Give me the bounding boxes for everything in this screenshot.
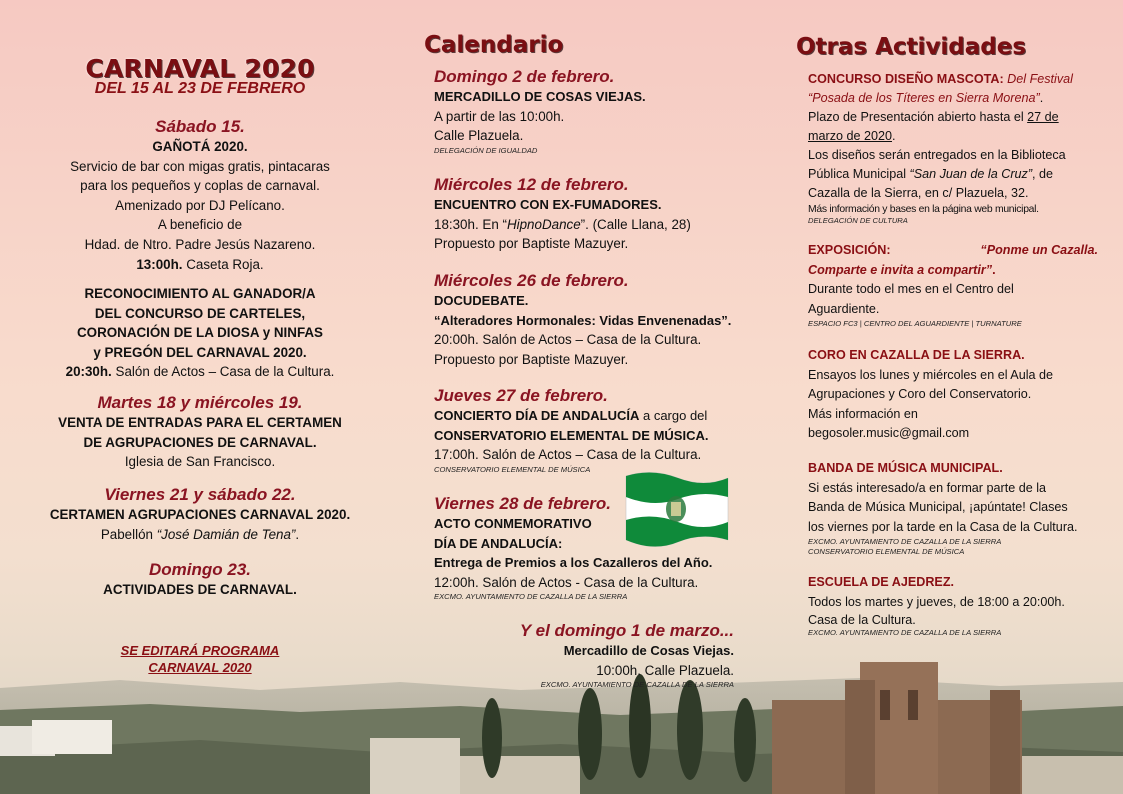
event-text: 12:00h. Salón de Actos - Casa de la Cultura. [434, 574, 699, 590]
event-day: Y el domingo 1 de marzo... [519, 621, 734, 640]
event-sun23 [30, 560, 370, 600]
activity-festival: “Posada de los Títeres en Sierra Morena” [808, 91, 1040, 105]
event-day: Miércoles 26 de febrero. [434, 271, 629, 290]
event-text: A partir de las 10:00h. [434, 108, 565, 124]
activity-exposicion: EXPOSICIÓN: “Ponme un Cazalla. Comparte e invita a compartir”. Durante todo el mes en el Centro del Aguardiente. ESPACIO FC3 | CENTRO DEL AGUARDIENTE | TURNATURE [808, 243, 1098, 328]
event-fri21 [30, 485, 370, 544]
activity-text: Casa de la Cultura. [808, 613, 916, 627]
event-day: Miércoles 12 de febrero. [434, 175, 629, 194]
activity-text: Más información y bases en la página web municipal. [808, 204, 1039, 215]
event-text: Servicio de bar con migas gratis, pintacaras [70, 158, 330, 174]
activity-banda [808, 459, 1098, 557]
event-place: Pabellón [100, 526, 157, 542]
event-place: Iglesia de San Francisco. [124, 454, 276, 470]
activity-deadline: marzo de 2020 [808, 129, 893, 143]
event-day: Viernes 21 y sábado 22. [104, 485, 296, 504]
calendar-event [434, 67, 734, 156]
event-name: CERTAMEN AGRUPACIONES CARNAVAL 2020. [49, 507, 351, 522]
activity-name: EXPOSICIÓN: [808, 243, 891, 257]
event-day: Domingo 2 de febrero. [434, 67, 615, 86]
activity-email[interactable]: begosoler.music@gmail.com [808, 426, 970, 440]
activity-text: Más información en [808, 406, 918, 421]
event-name: ACTO CONMEMORATIVO [434, 516, 592, 531]
event-text: 10:00h. Calle Plazuela. [596, 662, 734, 678]
calendar-title: Calendario [424, 32, 564, 58]
event-day: Viernes 28 de febrero. [434, 494, 612, 513]
program-note-line: SE EDITARÁ PROGRAMA [120, 643, 280, 658]
event-text: Amenizado por DJ Pelícano. [115, 197, 285, 213]
event-name: DE AGRUPACIONES DE CARNAVAL. [83, 434, 317, 450]
event-organizer: EXCMO. AYUNTAMIENTO DE CAZALLA DE LA SIERRA [540, 680, 734, 690]
event-text: 17:00h. Salón de Actos – Casa de la Cultura. [434, 447, 702, 463]
event-place-name: “José Damián de Tena” [156, 526, 296, 542]
activity-mascota: CONCURSO DISEÑO MASCOTA: Del Festival “Posada de los Títeres en Sierra Morena”. Plazo de Presentación abierto hasta el 27 de marzo de 2020. Los diseños serán entregados en la Biblioteca Pública Municipal “San Juan de la Cruz”, de Cazalla de la Sierra, en c/ Plazuela, 32. Más información y bases en la página web municipal. DELEGACIÓN DE CULTURA [808, 70, 1098, 226]
program-note-line: CARNAVAL 2020 [148, 660, 252, 675]
event-text: 18:30h. En “ [434, 216, 507, 232]
activity-text: Agrupaciones y Coro del Conservatorio. [808, 387, 1032, 401]
carnaval-dates: DEL 15 AL 23 DE FEBRERO [94, 80, 306, 97]
activity-text: Ensayos los lunes y miércoles en el Aula de [808, 367, 1054, 382]
event-tue18 [30, 393, 370, 472]
event-text: a cargo del [639, 408, 708, 423]
event-name: CONSERVATORIO ELEMENTAL DE MÚSICA. [434, 427, 709, 443]
activity-organizer: ESPACIO FC3 | CENTRO DEL AGUARDIENTE | TURNATURE [808, 319, 1022, 328]
activity-quote: “Ponme un Cazalla. [980, 243, 1098, 257]
activity-organizer: DELEGACIÓN DE CULTURA [808, 216, 908, 225]
event-name: Mercadillo de Cosas Viejas. [563, 643, 734, 658]
activity-name: CONCURSO DISEÑO MASCOTA: [808, 72, 1004, 86]
event-text: Hdad. de Ntro. Padre Jesús Nazareno. [84, 236, 316, 252]
activity-text: Banda de Música Municipal, ¡apúntate! Clases [808, 500, 1068, 514]
event-venue: HipnoDance [506, 216, 581, 232]
event-subtitle: “Alteradores Hormonales: Vidas Envenenadas”. [434, 312, 732, 328]
activity-text: los viernes por la tarde en la Casa de la Cultura. [808, 519, 1078, 534]
event-name: CORONACIÓN DE LA DIOSA y NINFAS [76, 325, 323, 341]
event-organizer: DELEGACIÓN DE IGUALDAD [434, 145, 538, 155]
event-reconocimiento [30, 284, 370, 382]
event-name: DEL CONCURSO DE CARTELES, [94, 305, 306, 321]
activity-festival: Del Festival [1003, 72, 1073, 86]
event-day: Domingo 23. [148, 560, 251, 579]
event-sat15 [30, 117, 370, 274]
event-name: y PREGÓN DEL CARNAVAL 2020. [93, 344, 307, 360]
event-name: RECONOCIMIENTO AL GANADOR/A [84, 286, 316, 301]
event-day: Martes 18 y miércoles 19. [97, 393, 303, 412]
event-text: ”. (Calle Llana, 28) [580, 216, 691, 232]
calendar-event [434, 175, 734, 254]
activity-organizer: EXCMO. AYUNTAMIENTO DE CAZALLA DE LA SIERRA [808, 628, 1002, 637]
event-time: 13:00h. [136, 256, 183, 272]
event-place: Salón de Actos – Casa de la Cultura. [115, 364, 335, 380]
event-text: A beneficio de [157, 217, 243, 233]
event-text: para los pequeños y coplas de carnaval. [80, 178, 320, 194]
event-name: Entrega de Premios a los Cazalleros del Año. [434, 555, 713, 571]
program-note [30, 642, 370, 676]
event-text: 20:00h. Salón de Actos – Casa de la Cultura. [434, 332, 702, 348]
activity-text: Plazo de Presentación abierto hasta el [808, 110, 1028, 124]
event-name: ENCUENTRO CON EX-FUMADORES. [434, 197, 662, 212]
activity-place: “San Juan de la Cruz” [909, 167, 1033, 181]
event-organizer: EXCMO. AYUNTAMIENTO DE CAZALLA DE LA SIERRA [434, 592, 628, 602]
calendar-event [434, 621, 734, 690]
event-time: 20:30h. [65, 364, 112, 380]
other-activities-title: Otras Actividades [796, 34, 1027, 60]
activity-text: Si estás interesado/a en formar parte de la [808, 480, 1047, 495]
event-text: Propuesto por Baptiste Mazuyer. [434, 351, 629, 367]
activity-text: Todos los martes y jueves, de 18:00 a 20:00h. [808, 594, 1065, 609]
activity-organizer: EXCMO. AYUNTAMIENTO DE CAZALLA DE LA SIERRA [808, 537, 1002, 546]
activity-text: Aguardiente. [808, 301, 880, 316]
carnaval-title: CARNAVAL 2020 [85, 54, 315, 83]
event-place: Calle Plazuela. [434, 128, 524, 144]
event-day: Sábado 15. [155, 117, 245, 136]
activity-name: BANDA DE MÚSICA MUNICIPAL. [808, 461, 1003, 475]
activity-text: Durante todo el mes en el Centro del [808, 282, 1014, 296]
activity-name: CORO EN CAZALLA DE LA SIERRA. [808, 348, 1025, 362]
event-organizer: CONSERVATORIO ELEMENTAL DE MÚSICA [434, 464, 591, 474]
activity-name: ESCUELA DE AJEDREZ. [808, 575, 955, 589]
activity-text: Los diseños serán entregados en la Biblioteca [808, 148, 1066, 162]
activity-deadline: 27 de [1027, 110, 1059, 124]
activity-quote: Comparte e invita a compartir” [808, 262, 993, 277]
andalucia-flag-icon [624, 470, 730, 548]
event-name: GAÑOTÁ 2020. [152, 139, 248, 154]
event-name: CONCIERTO DÍA DE ANDALUCÍA [434, 408, 640, 423]
calendar-event [434, 386, 734, 475]
event-text: Propuesto por Baptiste Mazuyer. [434, 236, 629, 252]
activity-coro [808, 346, 1098, 444]
calendar-event [434, 271, 734, 369]
event-place: . [295, 526, 300, 542]
event-name: DOCUDEBATE. [434, 293, 529, 308]
event-place: Caseta Roja. [186, 256, 264, 272]
activity-text: Cazalla de la Sierra, en c/ Plazuela, 32. [808, 186, 1029, 200]
event-name: MERCADILLO DE COSAS VIEJAS. [434, 89, 646, 104]
event-name: DÍA DE ANDALUCÍA: [434, 535, 563, 551]
activity-text: Pública Municipal [808, 167, 910, 181]
event-name: ACTIVIDADES DE CARNAVAL. [103, 582, 297, 597]
activity-text: , de [1032, 167, 1054, 181]
event-day: Jueves 27 de febrero. [434, 386, 608, 405]
event-name: VENTA DE ENTRADAS PARA EL CERTAMEN [58, 415, 342, 430]
activity-organizer: CONSERVATORIO ELEMENTAL DE MÚSICA [808, 547, 965, 556]
activity-ajedrez [808, 573, 1098, 638]
